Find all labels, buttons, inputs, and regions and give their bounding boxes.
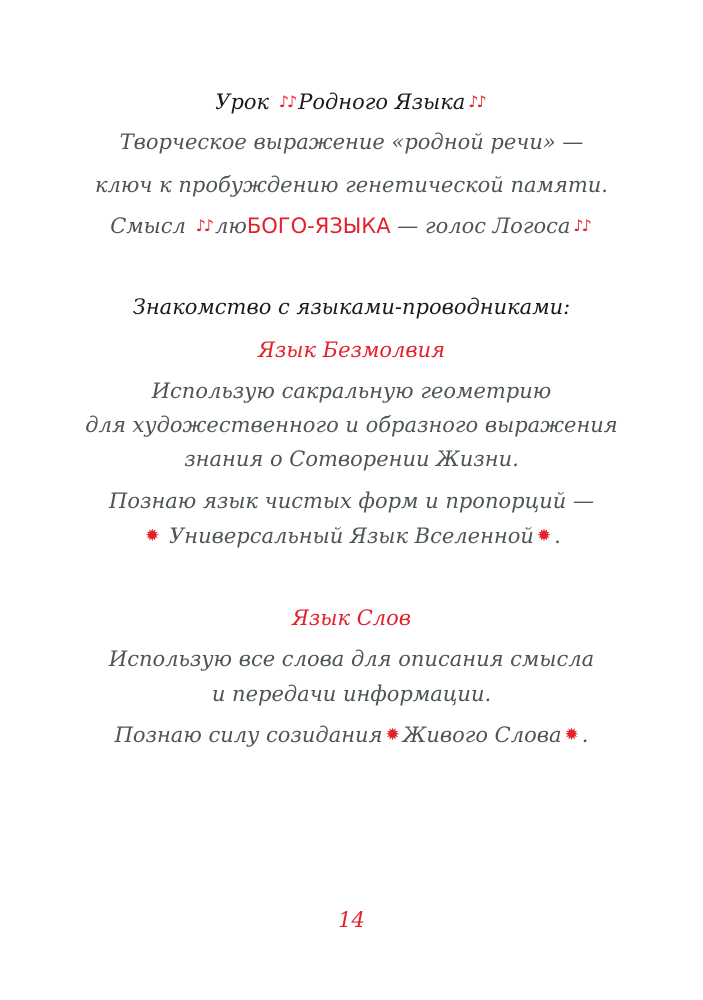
red-star-icon: ✹ bbox=[145, 526, 160, 546]
music-notes-icon: ♪♪ bbox=[195, 216, 213, 235]
music-notes-icon: ♪♪ bbox=[573, 216, 590, 235]
silence-line-2: для художественного и образного выражения bbox=[85, 413, 618, 437]
bogo-yazyka-highlight: БОГО-ЯЗЫКА bbox=[246, 214, 391, 238]
lesson-title-rest: Родного Языка bbox=[298, 90, 466, 114]
silence-line-5 bbox=[0, 522, 703, 550]
silence-heading: Язык Безмолвия bbox=[257, 338, 446, 362]
words-line-3-start: Познаю силу созидания bbox=[114, 723, 383, 747]
words-line-2: и передачи информации. bbox=[211, 682, 492, 706]
intro-line-3 bbox=[0, 212, 703, 240]
red-star-icon: ✹ bbox=[385, 725, 400, 745]
page-number: 14 bbox=[338, 908, 365, 932]
intro-line-2: ключ к пробуждению генетической памяти. bbox=[95, 173, 608, 197]
silence-line-5-text: Универсальный Язык Вселенной bbox=[169, 524, 534, 548]
silence-line-4: Познаю язык чистых форм и пропорций — bbox=[109, 489, 594, 513]
conductors-heading: Знакомство с языками-проводниками: bbox=[132, 295, 571, 319]
words-heading: Язык Слов bbox=[291, 606, 412, 630]
silence-line-1: Использую сакральную геометрию bbox=[151, 379, 552, 403]
words-line-1: Использую все слова для описания смысла bbox=[108, 647, 595, 671]
intro-line-3-prefix: лю bbox=[215, 214, 247, 238]
words-line-3-end: . bbox=[581, 723, 589, 747]
red-star-icon: ✹ bbox=[564, 725, 579, 745]
music-notes-icon: ♪♪ bbox=[468, 92, 485, 111]
intro-line-3-end: — голос Логоса bbox=[397, 214, 571, 238]
intro-line-1: Творческое выражение «родной речи» — bbox=[119, 130, 584, 154]
red-star-icon: ✹ bbox=[536, 526, 552, 546]
intro-line-3-start: Смысл bbox=[110, 214, 186, 238]
words-line-3-text: Живого Слова bbox=[402, 723, 562, 747]
silence-line-3: знания о Сотворении Жизни. bbox=[184, 447, 519, 471]
lesson-title bbox=[0, 88, 703, 116]
silence-line-5-end: . bbox=[554, 524, 561, 548]
music-notes-icon: ♪♪ bbox=[278, 92, 296, 111]
words-line-3 bbox=[0, 721, 703, 749]
lesson-word: Урок bbox=[215, 90, 270, 114]
